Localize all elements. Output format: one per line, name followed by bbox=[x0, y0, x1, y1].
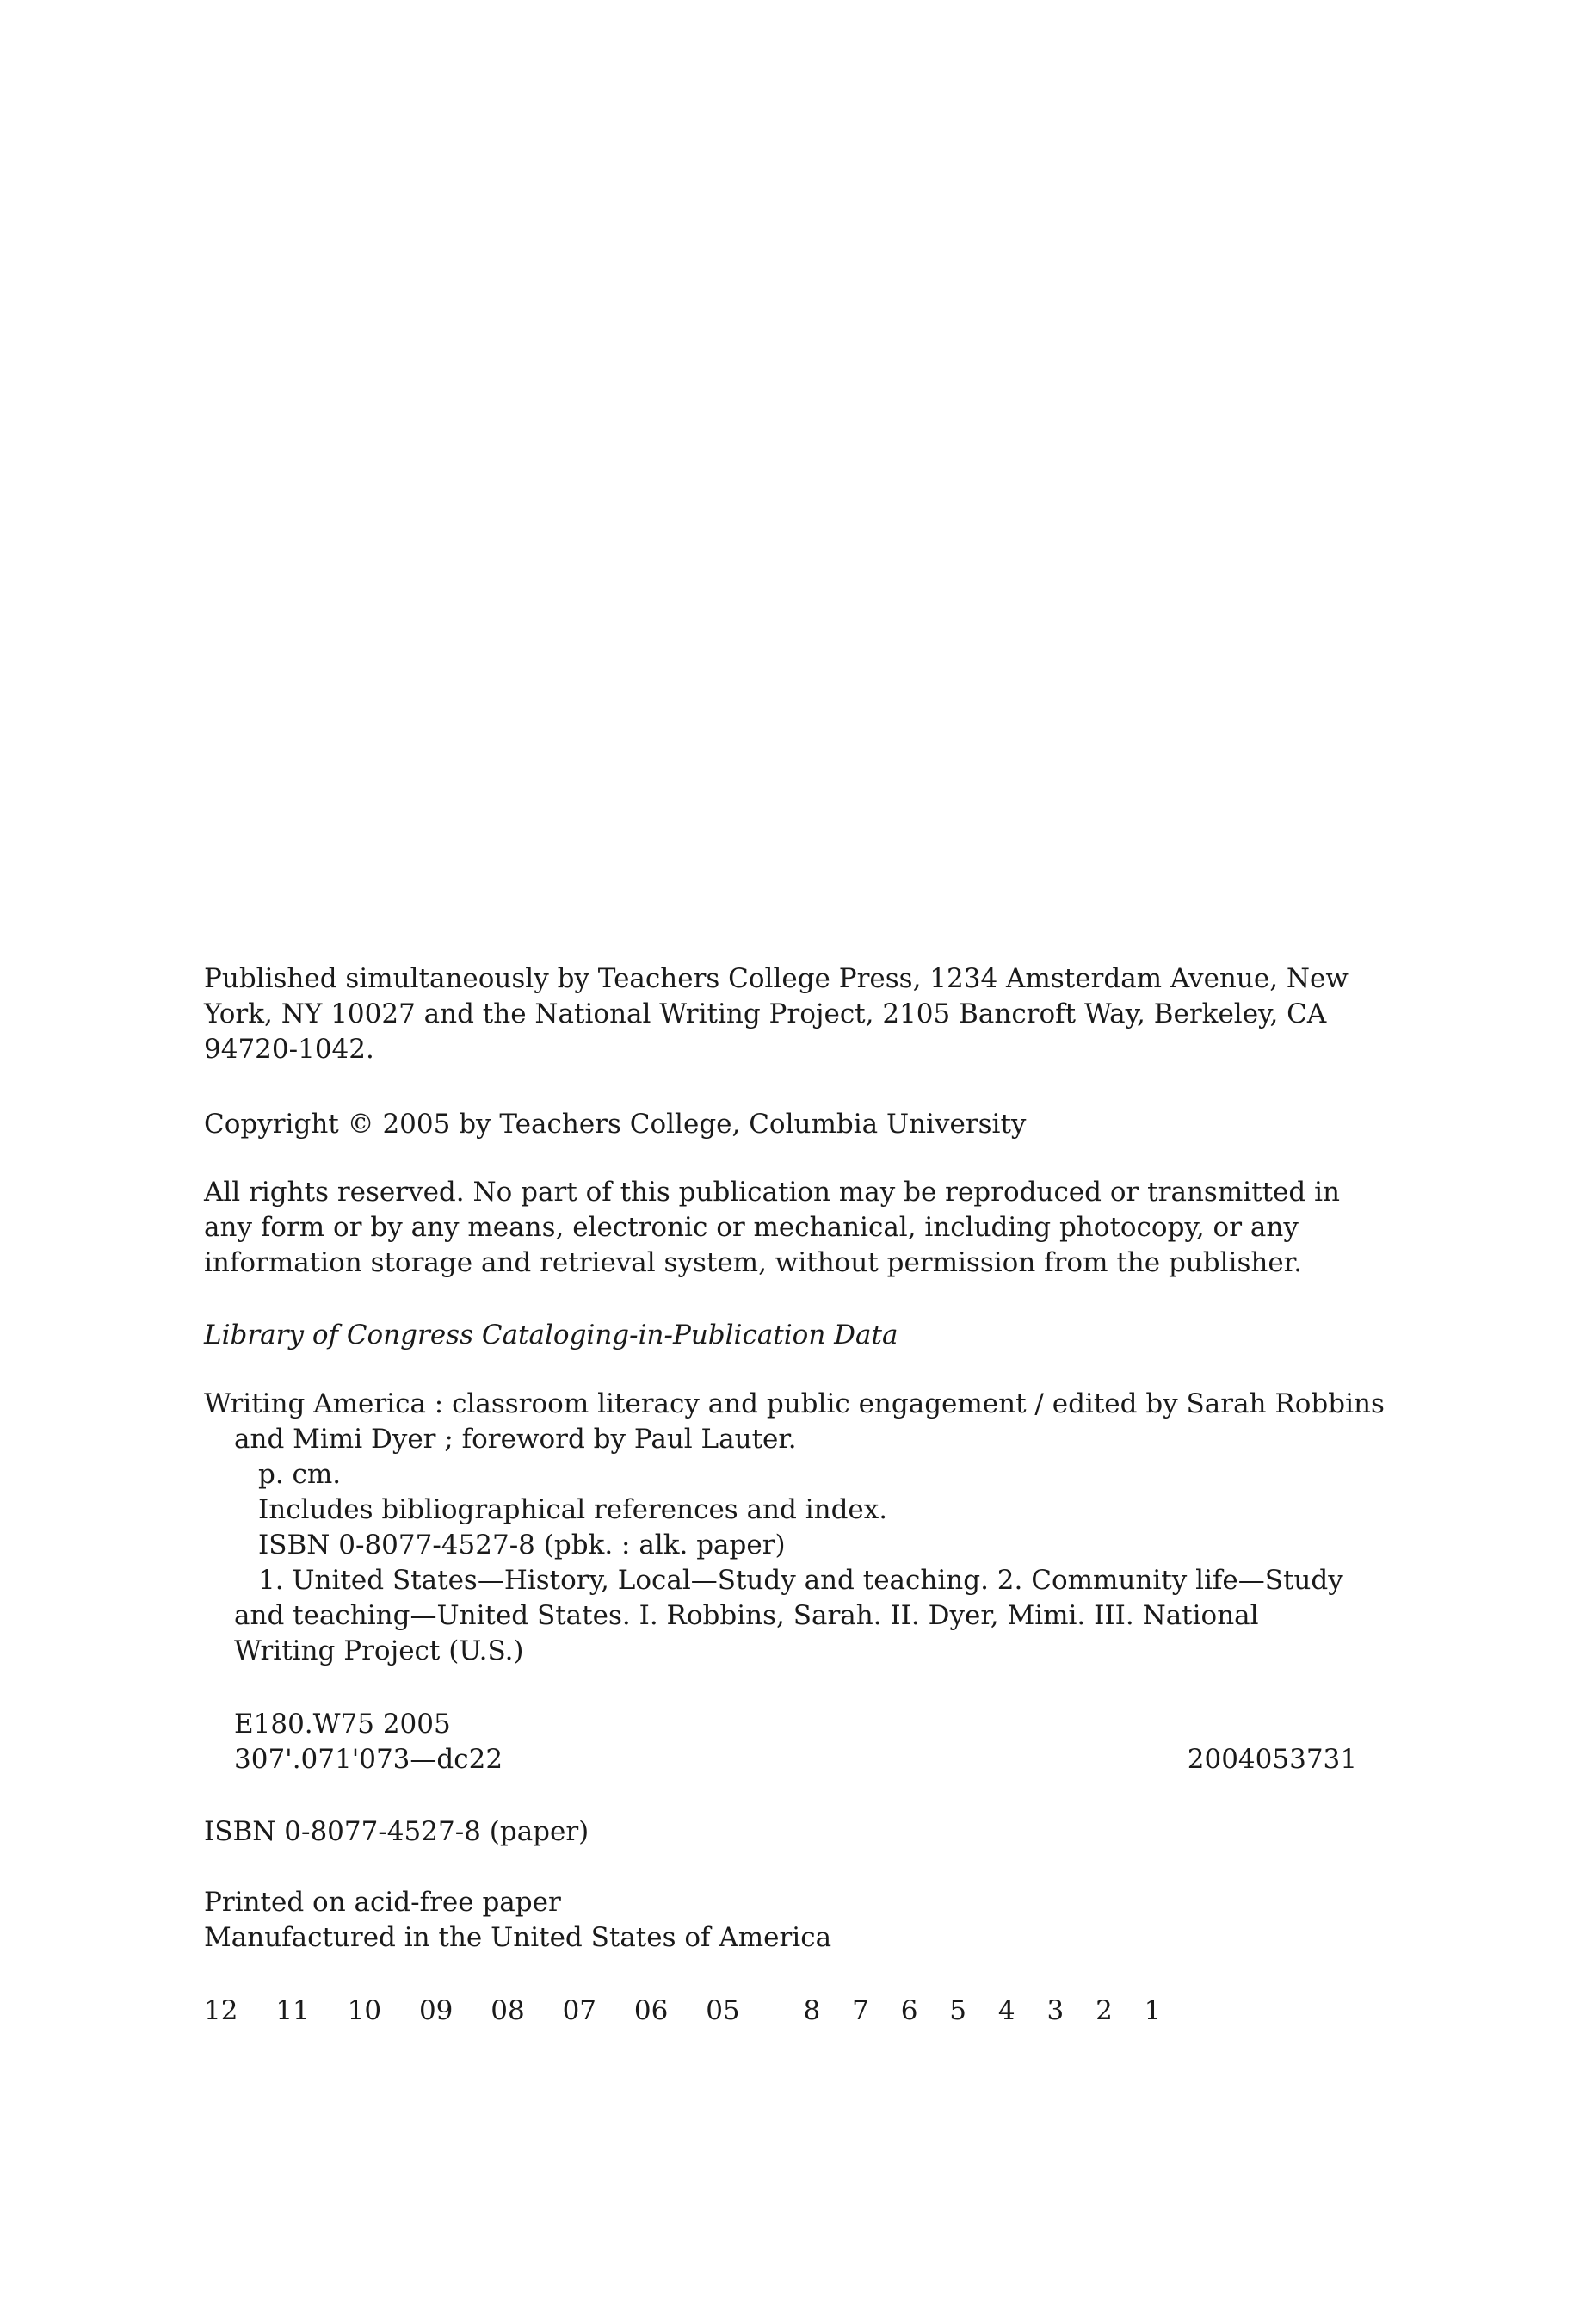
print-year: 05 bbox=[706, 1995, 740, 2026]
print-impression: 4 bbox=[997, 1995, 1015, 2026]
manufactured-line: Manufactured in the United States of America bbox=[204, 1922, 832, 1953]
dewey-lccn-row bbox=[204, 1742, 1357, 1777]
print-year: 08 bbox=[491, 1995, 525, 2026]
isbn-paper bbox=[204, 1814, 1357, 1850]
rights-statement bbox=[204, 1175, 1357, 1281]
print-impression: 3 bbox=[1046, 1995, 1065, 2026]
copyright-notice bbox=[204, 1107, 1357, 1142]
lc-class-number: E180.W75 2005 bbox=[234, 1709, 451, 1740]
cip-heading bbox=[204, 1318, 1357, 1353]
publisher-note-line: York, NY 10027 and the National Writing Project, 2105 Bancroft Way, Berkeley, CA bbox=[204, 998, 1327, 1029]
cip-includes: Includes bibliographical references and index. bbox=[258, 1494, 888, 1525]
cip-subjects-line: Writing Project (U.S.) bbox=[234, 1635, 524, 1666]
print-impression: 5 bbox=[949, 1995, 967, 2026]
print-year: 07 bbox=[562, 1995, 597, 2026]
cip-physical: p. cm. bbox=[258, 1459, 342, 1490]
print-impression: 8 bbox=[803, 1995, 821, 2026]
cip-title-line: and Mimi Dyer ; foreword by Paul Lauter. bbox=[234, 1424, 797, 1455]
print-year: 06 bbox=[633, 1995, 669, 2026]
print-line bbox=[204, 1993, 1161, 2029]
rights-line: information storage and retrieval system, without permission from the publisher. bbox=[204, 1247, 1302, 1278]
lccn-number: 2004053731 bbox=[1187, 1744, 1357, 1775]
printed-on-line: Printed on acid-free paper bbox=[204, 1887, 561, 1918]
isbn-paper-line: ISBN 0-8077-4527-8 (paper) bbox=[204, 1816, 589, 1847]
cip-isbn: ISBN 0-8077-4527-8 (pbk. : alk. paper) bbox=[258, 1530, 786, 1561]
print-year: 09 bbox=[418, 1995, 454, 2026]
print-year: 12 bbox=[204, 1995, 238, 2026]
cip-title-line: Writing America : classroom literacy and public engagement / edited by Sarah Robbins bbox=[204, 1388, 1385, 1419]
dewey-number: 307'.071'073—dc22 bbox=[234, 1744, 503, 1775]
cip-heading-text: Library of Congress Cataloging-in-Publication Data bbox=[204, 1320, 898, 1351]
print-impression: 1 bbox=[1144, 1995, 1162, 2026]
printing-notes bbox=[204, 1885, 1357, 1956]
print-impression: 2 bbox=[1096, 1995, 1113, 2026]
cip-subjects-line: and teaching—United States. I. Robbins, Sarah. II. Dyer, Mimi. III. National bbox=[234, 1600, 1259, 1631]
rights-line: All rights reserved. No part of this publication may be reproduced or transmitted in bbox=[204, 1177, 1340, 1208]
print-year: 11 bbox=[275, 1995, 310, 2026]
publisher-note-line: 94720-1042. bbox=[204, 1034, 374, 1065]
print-impression: 7 bbox=[852, 1995, 869, 2026]
cip-record bbox=[204, 1387, 1385, 1669]
publisher-note bbox=[204, 961, 1357, 1067]
publisher-note-line: Published simultaneously by Teachers College Press, 1234 Amsterdam Avenue, New bbox=[204, 963, 1349, 994]
cip-subjects-line: 1. United States—History, Local—Study and teaching. 2. Community life—Study bbox=[258, 1565, 1343, 1596]
rights-line: any form or by any means, electronic or mechanical, including photocopy, or any bbox=[204, 1212, 1299, 1243]
print-year: 10 bbox=[347, 1995, 382, 2026]
print-impression: 6 bbox=[900, 1995, 918, 2026]
copyright-line: Copyright © 2005 by Teachers College, Columbia University bbox=[204, 1109, 1027, 1140]
cip-classification bbox=[204, 1707, 1357, 1777]
